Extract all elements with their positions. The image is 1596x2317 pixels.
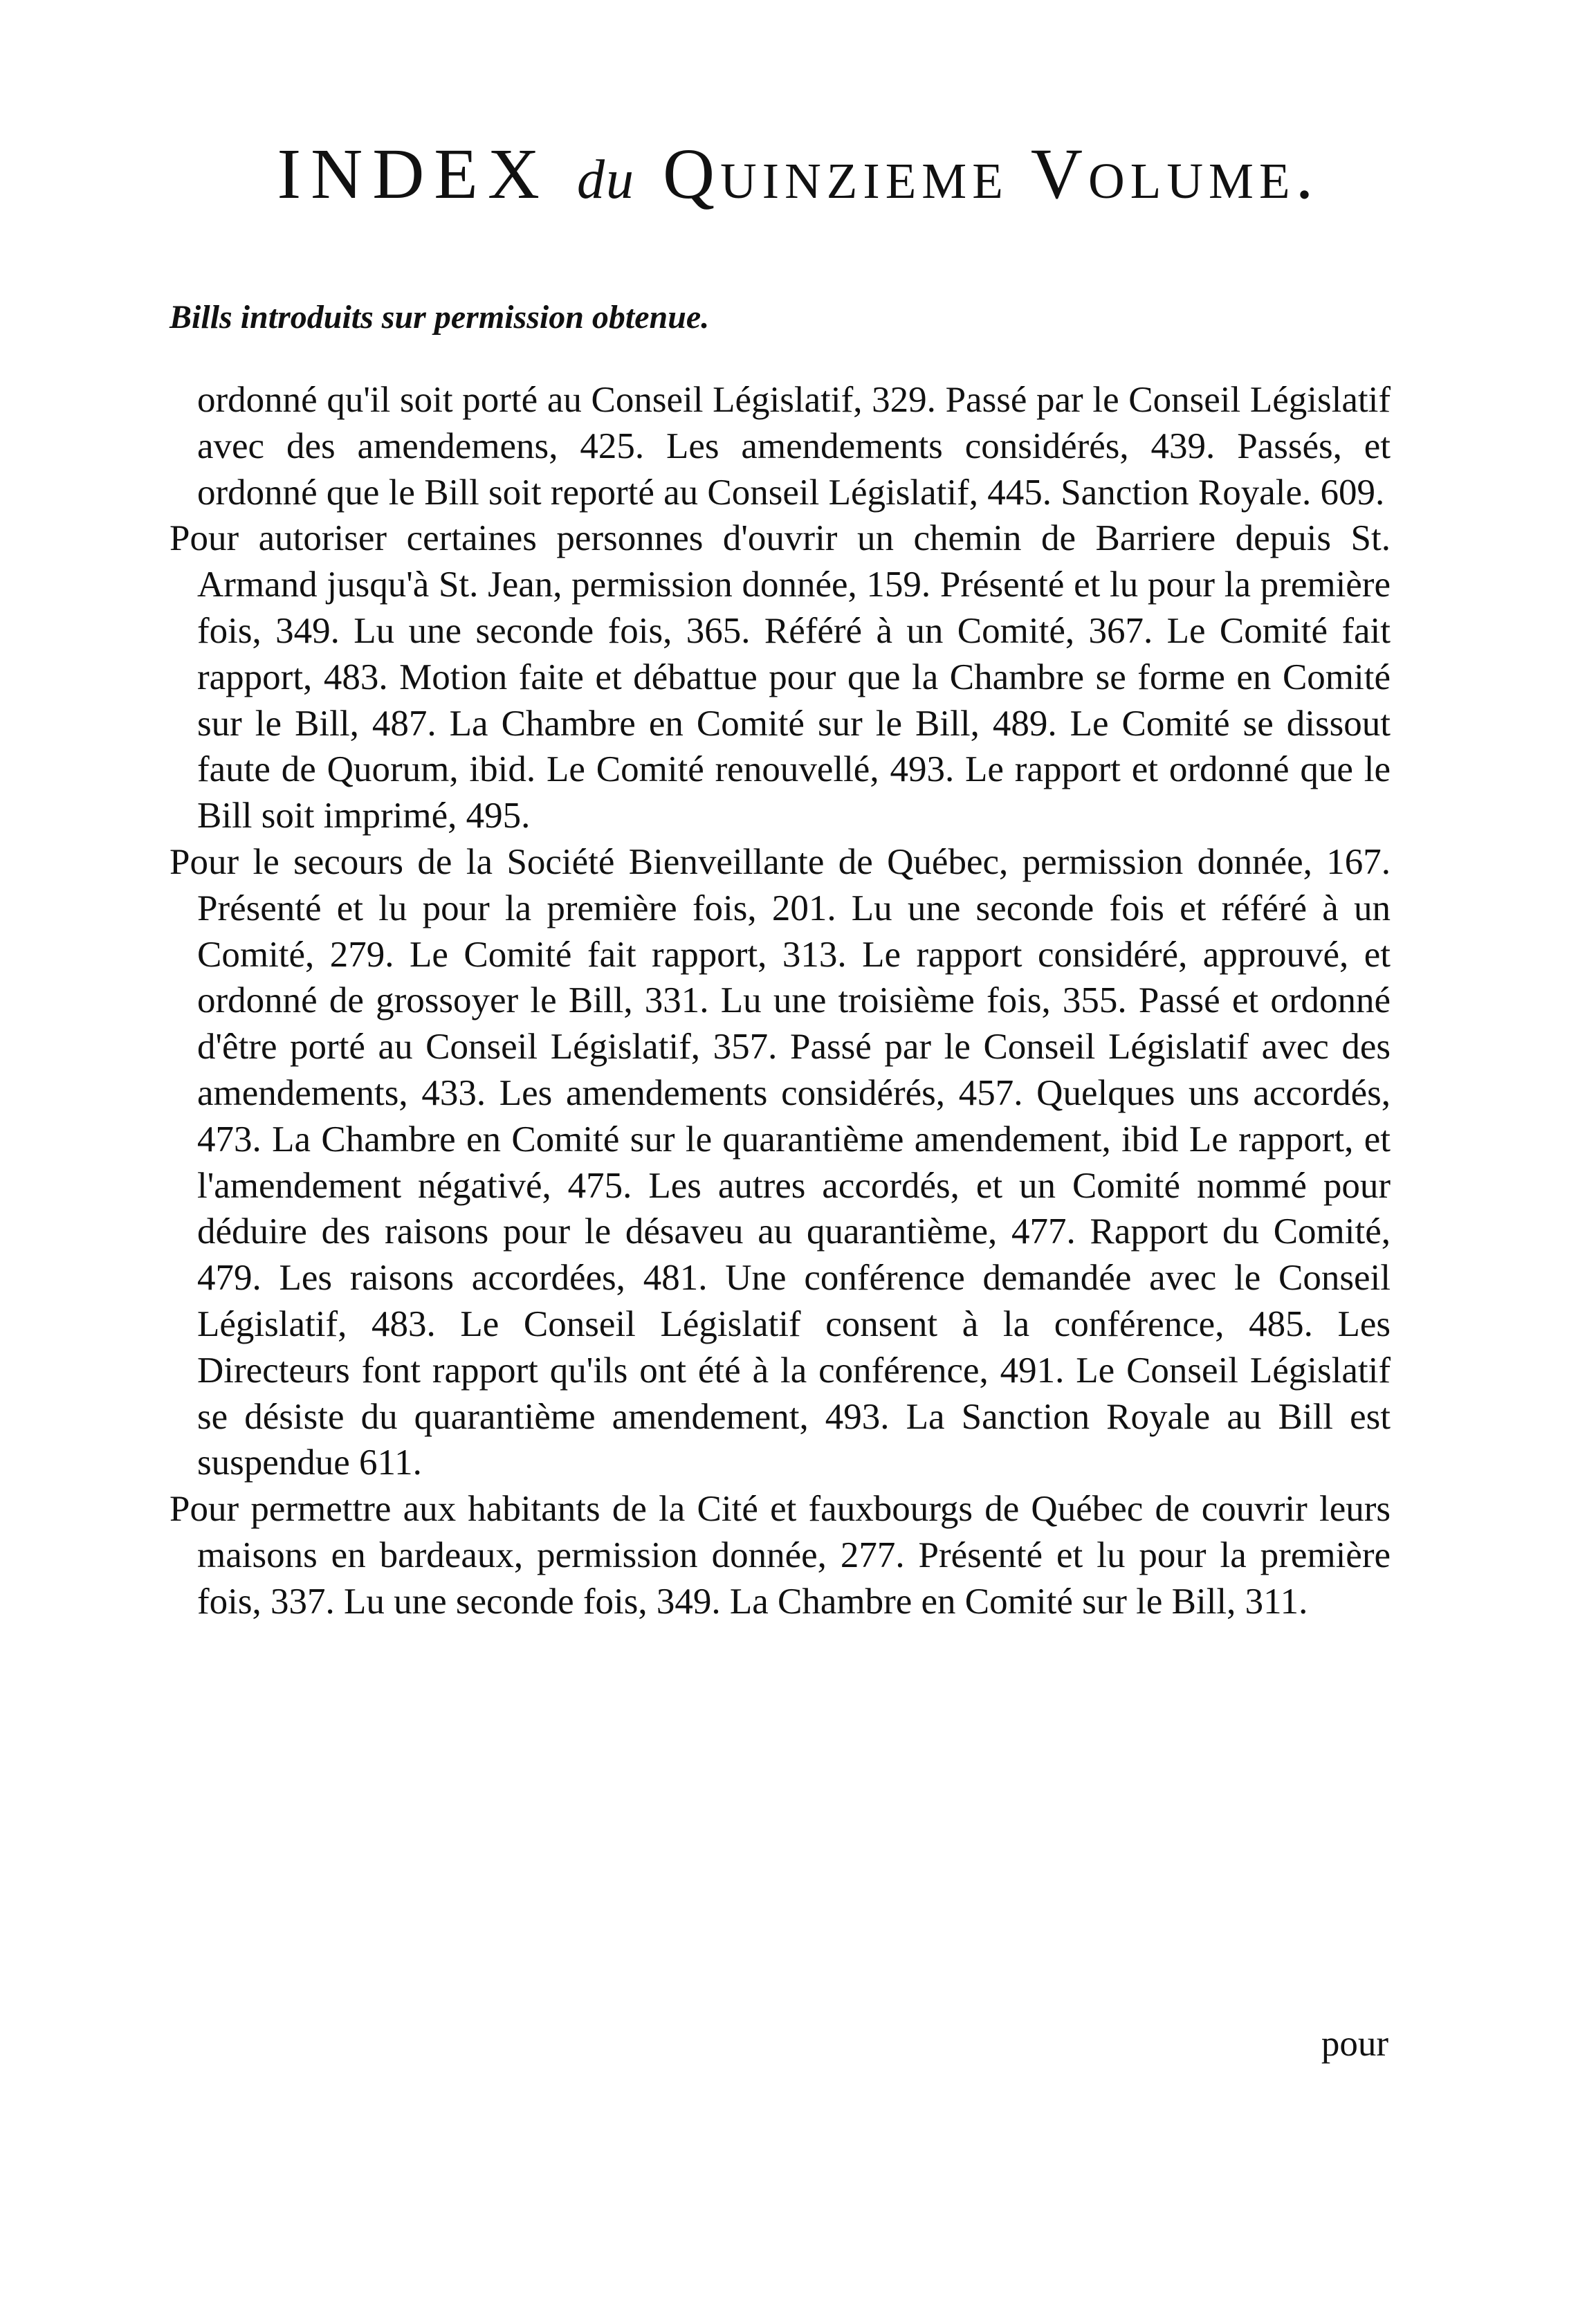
- index-entry: Pour le secours de la Société Bienveillante de Québec, permission donnée, 167. Présenté et lu pour la première fois, 201. Lu une seconde fois et référé à un Comité, 279. Le Comité fait rapport, 313. Le rapport considéré, approuvé, et ordonné de grossoyer le Bill, 331. Lu une troisième fois, 355. Passé et ordonné d'être porté au Conseil Législatif, 357. Passé par le Conseil Législatif avec des amendements, 433. Les amendements considérés, 457. Quelques uns accordés, 473. La Chambre en Comité sur le quarantième amendement, ibid Le rapport, et l'amendement négativé, 475. Les autres accordés, et un Comité nommé pour déduire des raisons pour le désaveu au quarantième, 477. Rapport du Comité, 479. Les raisons accordées, 481. Une conférence demandée avec le Conseil Législatif, 483. Le Conseil Législatif consent à la conférence, 485. Les Directeurs font rapport qu'ils ont été à la conférence, 491. Le Conseil Législatif se désiste du quarantième amendement, 493. La Sanction Royale au Bill est suspendue 611.: [169, 841, 1391, 1483]
- index-entry: ordonné qu'il soit porté au Conseil Législatif, 329. Passé par le Conseil Législatif avec des amendemens, 425. Les amendements considérés, 439. Passés, et ordonné que le Bill soit reporté au Conseil Législatif, 445. Sanction Royale. 609.: [197, 380, 1391, 513]
- page-title: [0, 134, 1596, 214]
- index-entries: [169, 377, 1391, 1625]
- title-volume: Quinzieme Volume.: [662, 134, 1319, 214]
- index-entry: Pour permettre aux habitants de la Cité et fauxbourgs de Québec de couvrir leurs maisons en bardeaux, permission donnée, 277. Présenté et lu pour la première fois, 337. Lu une seconde fois, 349. La Chambre en Comité sur le Bill, 311.: [169, 1489, 1391, 1622]
- section-heading: Bills introduits sur permission obtenue.: [169, 299, 710, 336]
- title-index: INDEX: [277, 134, 549, 214]
- catchword: pour: [1321, 2024, 1388, 2064]
- index-entry: Pour autoriser certaines personnes d'ouvrir un chemin de Barriere depuis St. Armand jusqu'à St. Jean, permission donnée, 159. Présenté et lu pour la première fois, 349. Lu une seconde fois, 365. Référé à un Comité, 367. Le Comité fait rapport, 483. Motion faite et débattue pour que la Chambre se forme en Comité sur le Bill, 487. La Chambre en Comité sur le Bill, 489. Le Comité se dissout faute de Quorum, ibid. Le Comité renouvellé, 493. Le rapport et ordonné que le Bill soit imprimé, 495.: [169, 518, 1391, 836]
- title-du: du: [576, 149, 635, 210]
